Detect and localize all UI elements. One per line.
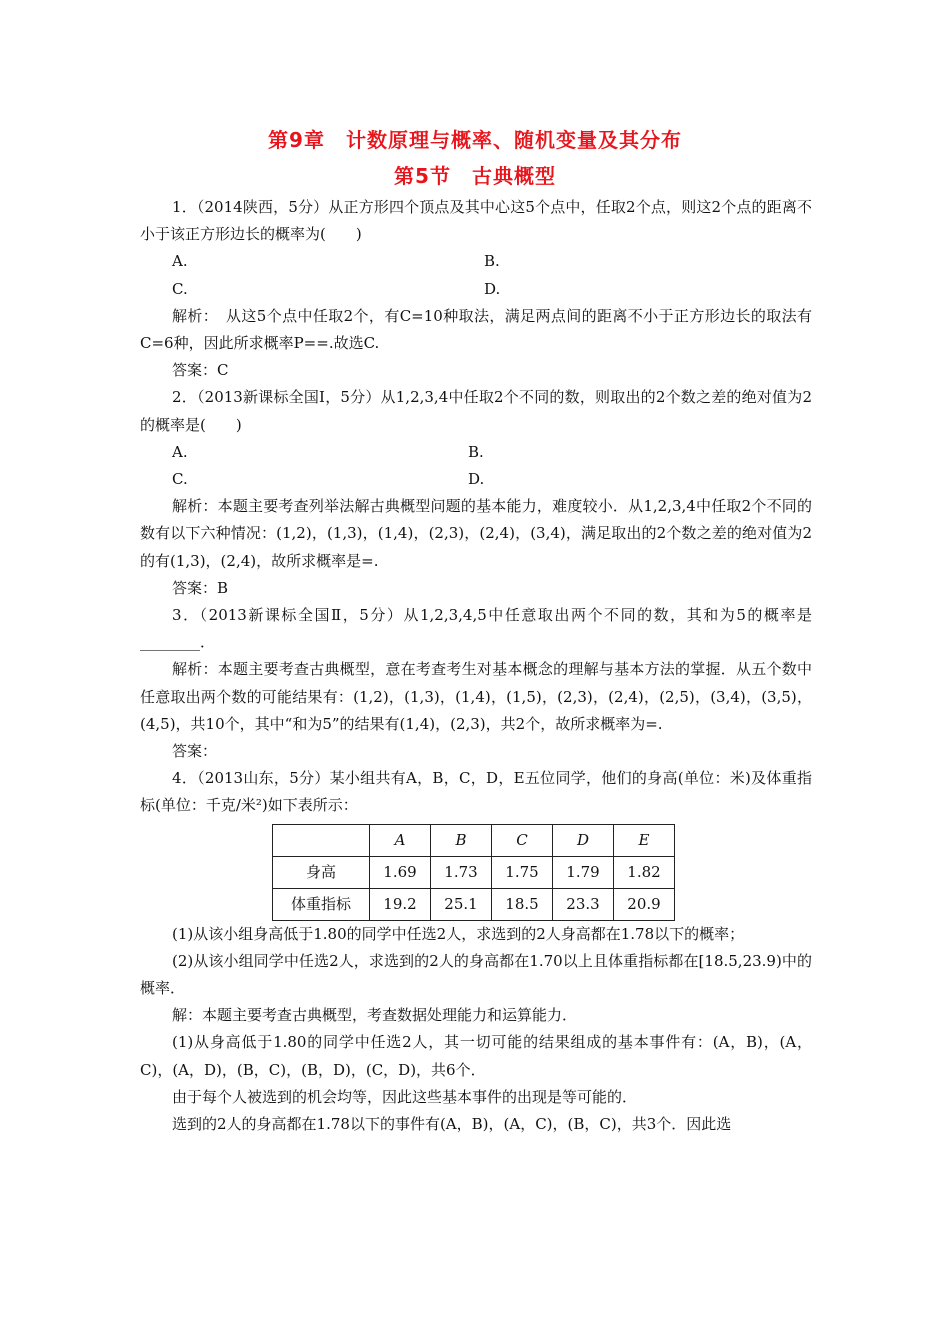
question-1-options-cd	[140, 276, 812, 303]
question-4-text: 4．（2013山东，5分）某小组共有A，B，C，D，E五位同学，他们的身高(单位：米)及体重指标(单位：千克/米²)如下表所示：	[140, 769, 812, 815]
table-cell: 1.79	[553, 856, 614, 888]
question-4-part-1: (1)从该小组身高低于1.80的同学中任选2人，求选到的2人身高都在1.78以下的概率；	[172, 924, 745, 943]
question-1-options-ab	[140, 248, 812, 275]
table-header-row	[273, 824, 675, 856]
question-2-answer: 答案：B	[172, 578, 229, 597]
question-4-solution-1: (1)从身高低于1.80的同学中任选2人，其一切可能的结果组成的基本事件有：(A，B)，(A，C)，(A，D)，(B，C)，(B，D)，(C，D)，共6个．	[140, 1033, 812, 1079]
question-1-text: 1．（2014陕西，5分）从正方形四个顶点及其中心这5个点中，任取2个点，则这2个点的距离不小于该正方形边长的概率为( )	[140, 198, 812, 244]
table-header-cell: B	[431, 824, 492, 856]
option-b: B.	[484, 252, 500, 271]
question-1-answer: 答案：C	[172, 361, 229, 380]
option-a: A.	[172, 442, 188, 461]
option-c: C.	[172, 470, 188, 489]
section-title: 第5节 古典概型	[394, 164, 556, 188]
option-d: D.	[484, 279, 501, 298]
table-cell: 23.3	[553, 888, 614, 920]
table-row	[273, 888, 675, 920]
table-cell: 1.75	[492, 856, 553, 888]
table-row-label: 体重指标	[273, 888, 370, 920]
question-4-solution-intro: 解：本题主要考查古典概型，考查数据处理能力和运算能力．	[172, 1006, 578, 1025]
question-4-solution-3: 选到的2人的身高都在1.78以下的事件有(A，B)，(A，C)，(B，C)，共3个．因此选	[172, 1115, 732, 1134]
question-1-analysis: 解析： 从这5个点中任取2个，有C=10种取法，满足两点间的距离不小于正方形边长的取法有C=6种，因此所求概率P==.故选C.	[140, 306, 812, 353]
table-row	[273, 856, 675, 888]
table-row-label: 身高	[273, 856, 370, 888]
table-cell: 18.5	[492, 888, 553, 920]
question-2-analysis: 解析：本题主要考查列举法解古典概型问题的基本能力，难度较小．从1,2,3,4中任取2个不同的数有以下六种情况：(1,2)，(1,3)，(1,4)，(2,3)，(2,4)，(3,4)，满足取出的2个数之差的绝对值为2的有(1,3)，(2,4)，故所求概率是=.	[140, 497, 812, 570]
option-d: D.	[468, 470, 485, 489]
table-header-cell: D	[553, 824, 614, 856]
question-2-options-cd	[140, 466, 812, 493]
question-3-answer: 答案：	[172, 742, 218, 761]
question-3-analysis: 解析：本题主要考查古典概型，意在考查考生对基本概念的理解与基本方法的掌握．从五个数中任意取出两个数的可能结果有：(1,2)，(1,3)，(1,4)，(1,5)，(2,3)，(2,4)，(2,5)，(3,4)，(3,5)，(4,5)，共10个，其中“和为5”的结果有(1,4)，(2,3)，共2个，故所求概率为=.	[140, 660, 812, 733]
table-cell: 20.9	[614, 888, 675, 920]
option-c: C.	[172, 279, 188, 298]
chapter-title: 第9章 计数原理与概率、随机变量及其分布	[268, 128, 682, 152]
question-4-solution-2: 由于每个人被选到的机会均等，因此这些基本事件的出现是等可能的．	[172, 1087, 638, 1106]
data-table	[272, 824, 675, 921]
table-header-cell: E	[614, 824, 675, 856]
question-2-text: 2．（2013新课标全国Ⅰ，5分）从1,2,3,4中任取2个不同的数，则取出的2个数之差的绝对值为2的概率是( )	[140, 388, 812, 434]
table-cell: 1.73	[431, 856, 492, 888]
table-cell: 1.82	[614, 856, 675, 888]
question-2-options-ab	[140, 439, 812, 466]
table-cell: 19.2	[370, 888, 431, 920]
option-b: B.	[468, 442, 484, 461]
table-cell: 1.69	[370, 856, 431, 888]
question-4-part-2: (2)从该小组同学中任选2人，求选到的2人的身高都在1.70以上且体重指标都在[18.5,23.9)中的概率．	[140, 951, 812, 998]
table-cell: 25.1	[431, 888, 492, 920]
option-a: A.	[172, 252, 188, 271]
table-corner-cell	[273, 824, 370, 856]
table-header-cell: A	[370, 824, 431, 856]
document-body	[140, 194, 812, 1138]
question-3-text: 3．（2013新课标全国Ⅱ，5分）从1,2,3,4,5中任意取出两个不同的数，其和为5的概率是________．	[140, 606, 812, 652]
table-header-cell: C	[492, 824, 553, 856]
